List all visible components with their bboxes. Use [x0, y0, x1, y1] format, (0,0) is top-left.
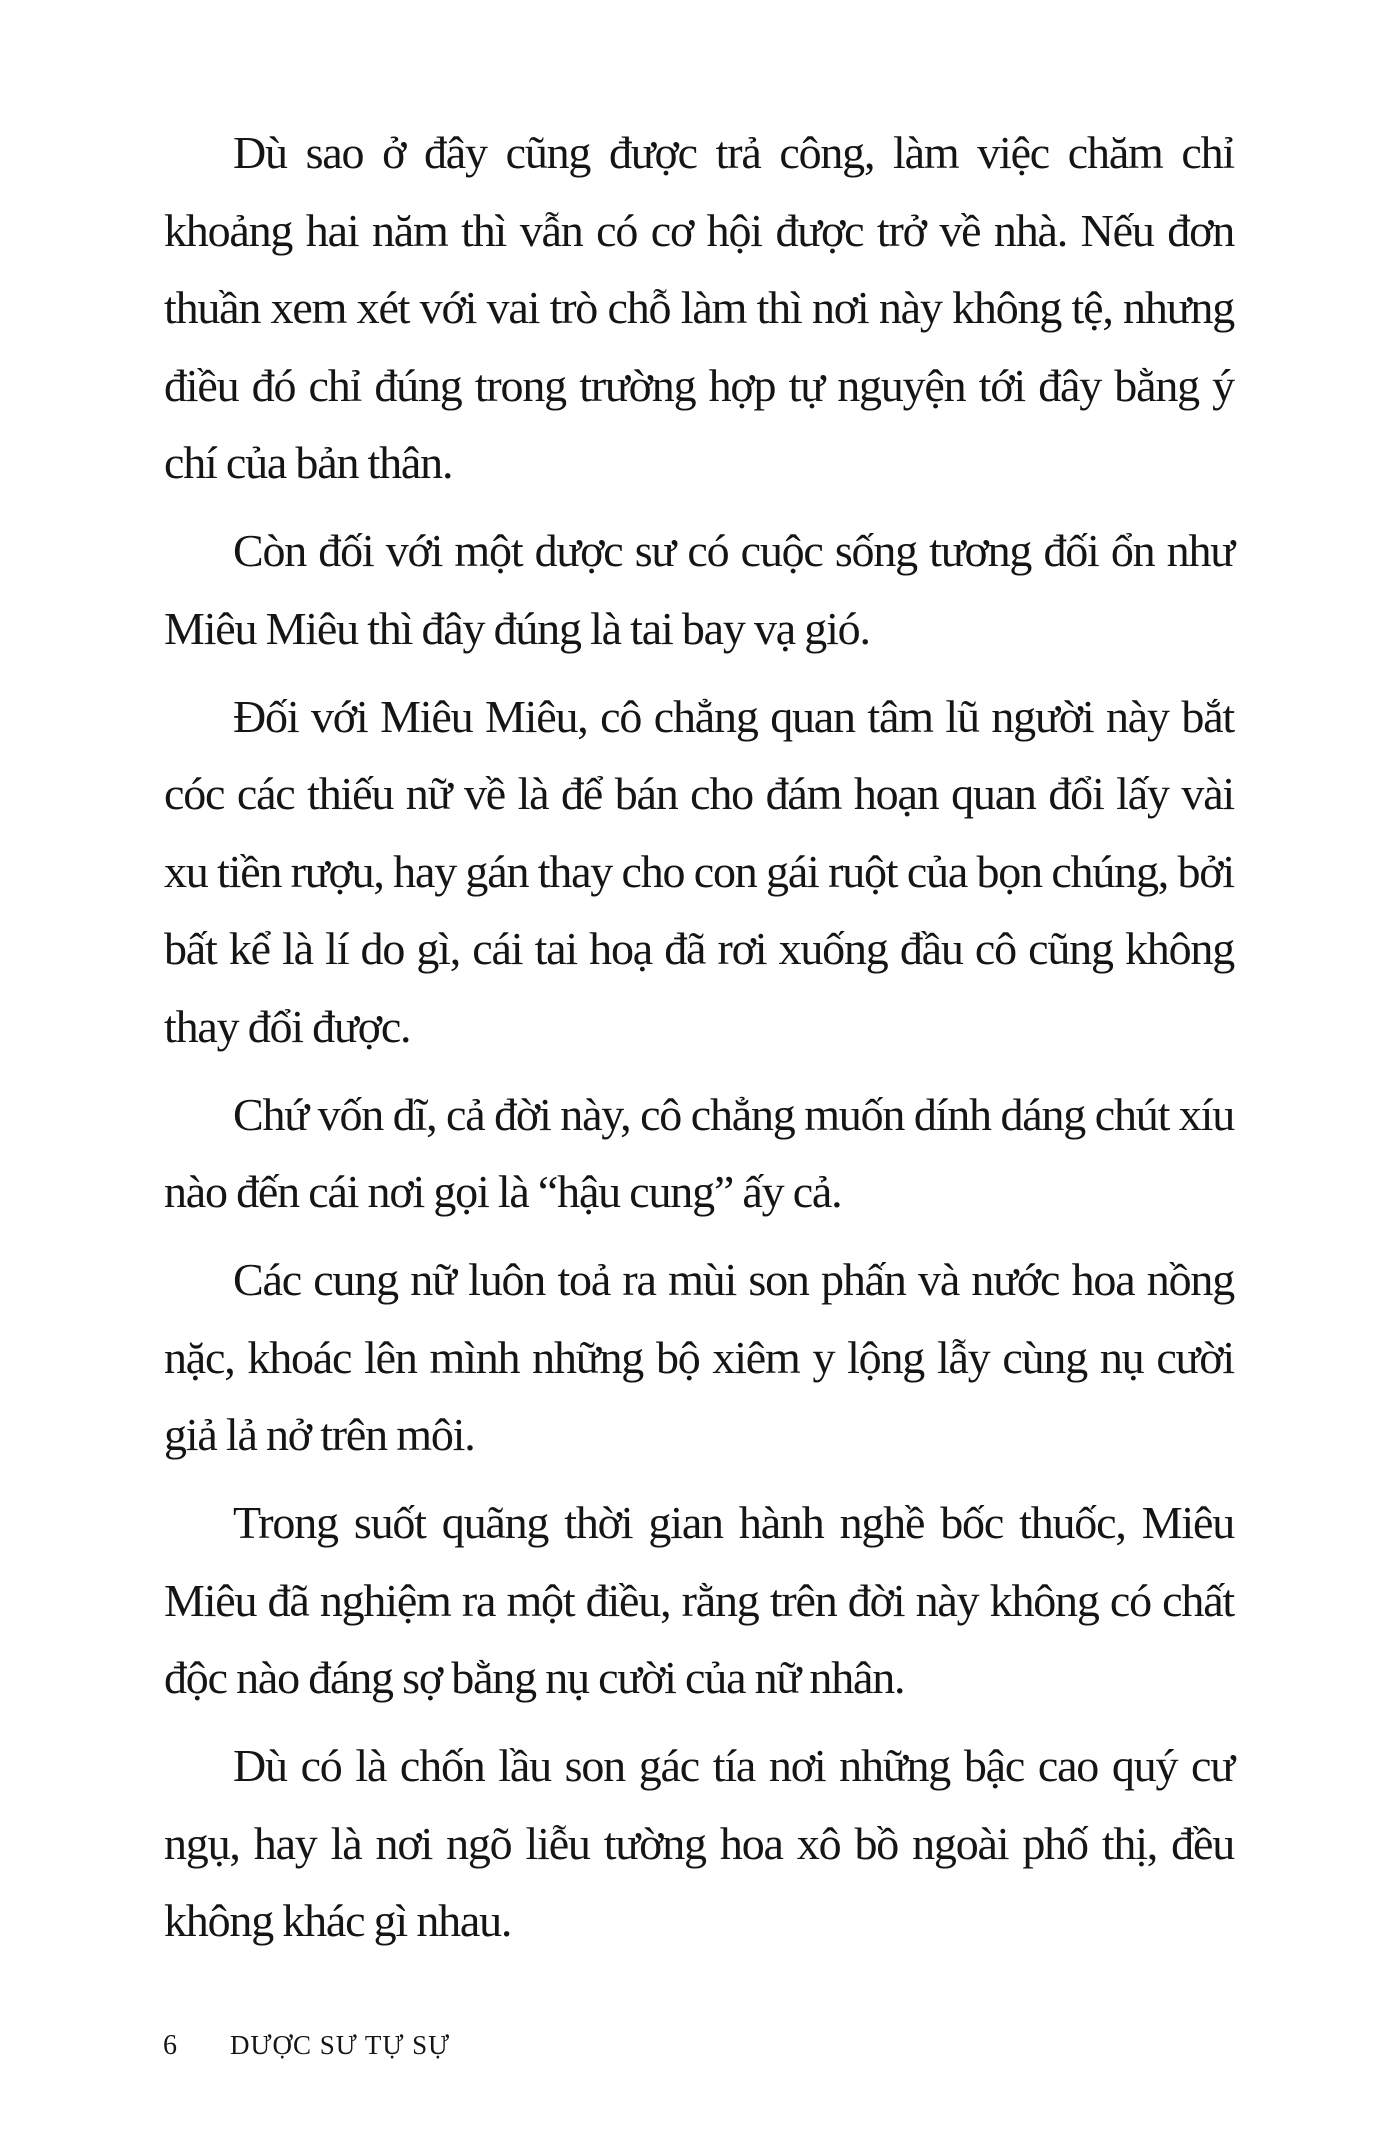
- paragraph-2: Còn đối với một dược sư có cuộc sống tương đối ổn như Miêu Miêu thì đây đúng là tai bay vạ gió.: [164, 525, 1234, 654]
- page-number: 6: [163, 2030, 177, 2061]
- paragraph-4: Chứ vốn dĩ, cả đời này, cô chẳng muốn dính dáng chút xíu nào đến cái nơi gọi là “hậu cung” ấy cả.: [164, 1088, 1234, 1217]
- paragraph-5: Các cung nữ luôn toả ra mùi son phấn và nước hoa nồng nặc, khoác lên mình những bộ xiêm y lộng lẫy cùng nụ cười giả lả nở trên môi.: [164, 1254, 1234, 1460]
- paragraph-1: Dù sao ở đây cũng được trả công, làm việc chăm chỉ khoảng hai năm thì vẫn có cơ hội được trở về nhà. Nếu đơn thuần xem xét với vai trò chỗ làm thì nơi này không tệ, nhưng điều đó chỉ đúng trong trường hợp tự nguyện tới đây bằng ý chí của bản thân.: [164, 127, 1234, 488]
- paragraph-6: Trong suốt quãng thời gian hành nghề bốc thuốc, Miêu Miêu đã nghiệm ra một điều, rằng trên đời này không có chất độc nào đáng sợ bằng nụ cười của nữ nhân.: [164, 1497, 1234, 1703]
- running-title: DƯỢC SƯ TỰ SỰ: [230, 2030, 451, 2060]
- body-text: [164, 114, 1234, 1960]
- paragraph-7: Dù có là chốn lầu son gác tía nơi những bậc cao quý cư ngụ, hay là nơi ngõ liễu tường hoa xô bồ ngoài phố thị, đều không khác gì nhau.: [164, 1740, 1234, 1946]
- paragraph-3: Đối với Miêu Miêu, cô chẳng quan tâm lũ người này bắt cóc các thiếu nữ về là để bán cho đám hoạn quan đổi lấy vài xu tiền rượu, hay gán thay cho con gái ruột của bọn chúng, bởi bất kể là lí do gì, cái tai hoạ đã rơi xuống đầu cô cũng không thay đổi được.: [164, 690, 1234, 1052]
- page-footer: [163, 2030, 450, 2070]
